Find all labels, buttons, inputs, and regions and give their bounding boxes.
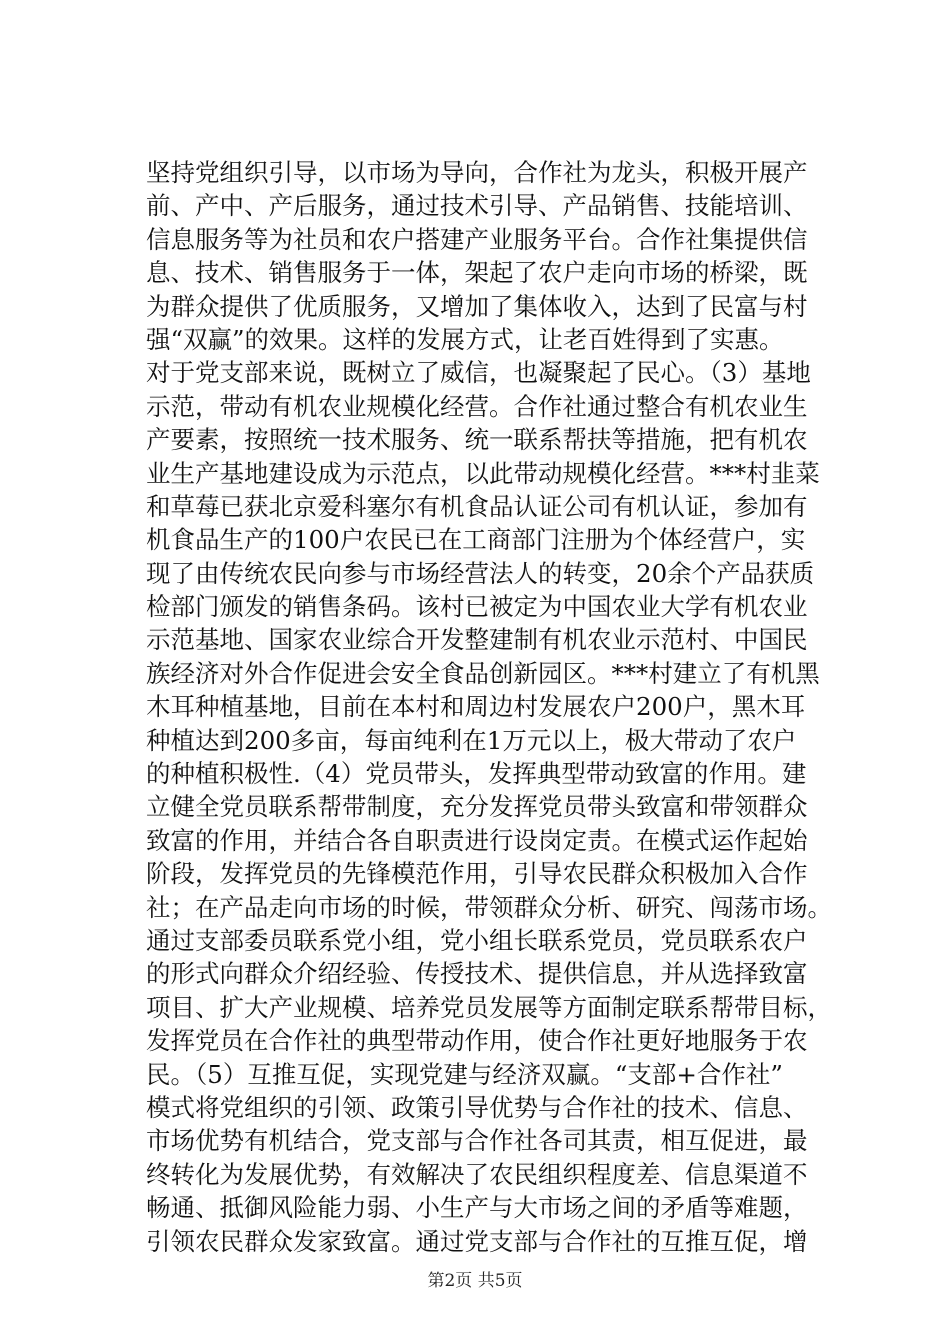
- text-line: 族经济对外合作促进会安全食品创新园区。***村建立了有机黑: [146, 658, 820, 688]
- text-line: 终转化为发展优势，有效解决了农民组织程度差、信息渠道不: [146, 1159, 808, 1189]
- text-line: 坚持党组织引导，以市场为导向，合作社为龙头，积极开展产: [146, 158, 808, 187]
- text-line: 通过支部委员联系党小组，党小组长联系党员，党员联系农户: [146, 925, 808, 955]
- text-line: 致富的作用，并结合各自职责进行设岗定责。在模式运作起始: [146, 825, 808, 855]
- text-line: 检部门颁发的销售条码。该村已被定为中国农业大学有机农业: [146, 592, 808, 622]
- text-line: 示范基地、国家农业综合开发整建制有机农业示范村、中国民: [146, 625, 808, 655]
- text-line: 强“双赢”的效果。这样的发展方式，让老百姓得到了实惠。: [146, 324, 784, 354]
- text-line: 阶段，发挥党员的先锋模范作用，引导农民群众积极加入合作: [146, 859, 808, 889]
- text-line: 前、产中、产后服务，通过技术引导、产品销售、技能培训、: [146, 191, 808, 221]
- text-line: 现了由传统农民向参与市场经营法人的转变，20余个产品获质: [146, 558, 815, 588]
- text-line: 立健全党员联系帮带制度，充分发挥党员带头致富和带领群众: [146, 792, 808, 822]
- text-line: 市场优势有机结合，党支部与合作社各司其责，相互促进，最: [146, 1126, 808, 1156]
- text-line: 社；在产品走向市场的时候，带领群众分析、研究、闯荡市场。: [146, 892, 832, 922]
- text-line: 对于党支部来说，既树立了威信，也凝聚起了民心。（3）基地: [146, 358, 811, 388]
- text-line: 为群众提供了优质服务，又增加了集体收入，达到了民富与村: [146, 291, 808, 321]
- text-line: 息、技术、销售服务于一体，架起了农户走向市场的桥梁，既: [146, 258, 808, 288]
- page-number: 第2页 共5页: [427, 1271, 523, 1291]
- text-line: 发挥党员在合作社的典型带动作用，使合作社更好地服务于农: [146, 1026, 808, 1056]
- text-line: 民。（5）互推互促，实现党建与经济双赢。“支部+合作社”: [146, 1059, 783, 1089]
- text-line: 的形式向群众介绍经验、传授技术、提供信息，并从选择致富: [146, 959, 808, 989]
- text-line: 信息服务等为社员和农户搭建产业服务平台。合作社集提供信: [146, 224, 808, 254]
- text-line: 示范，带动有机农业规模化经营。合作社通过整合有机农业生: [146, 391, 808, 421]
- text-line: 机食品生产的100户农民已在工商部门注册为个体经营户，实: [146, 525, 806, 555]
- page-footer: [0, 1270, 950, 1292]
- text-line: 业生产基地建设成为示范点，以此带动规模化经营。***村韭菜: [146, 458, 820, 488]
- text-line: 引领农民群众发家致富。通过党支部与合作社的互推互促，增: [146, 1226, 808, 1256]
- text-line: 木耳种植基地，目前在本村和周边村发展农户200户，黑木耳: [146, 692, 806, 722]
- text-line: 项目、扩大产业规模、培养党员发展等方面制定联系帮带目标，: [146, 992, 832, 1022]
- text-line: 和草莓已获北京爱科塞尔有机食品认证公司有机认证，参加有: [146, 491, 808, 521]
- text-line: 的种植积极性.（4）党员带头，发挥典型带动致富的作用。建: [146, 759, 807, 789]
- body-text: [146, 156, 836, 1258]
- text-line: 模式将党组织的引领、政策引导优势与合作社的技术、信息、: [146, 1092, 808, 1122]
- text-line: 产要素，按照统一技术服务、统一联系帮扶等措施，把有机农: [146, 425, 808, 455]
- text-line: 畅通、抵御风险能力弱、小生产与大市场之间的矛盾等难题，: [146, 1193, 808, 1223]
- text-line: 种植达到200多亩，每亩纯利在1万元以上，极大带动了农户: [146, 725, 797, 755]
